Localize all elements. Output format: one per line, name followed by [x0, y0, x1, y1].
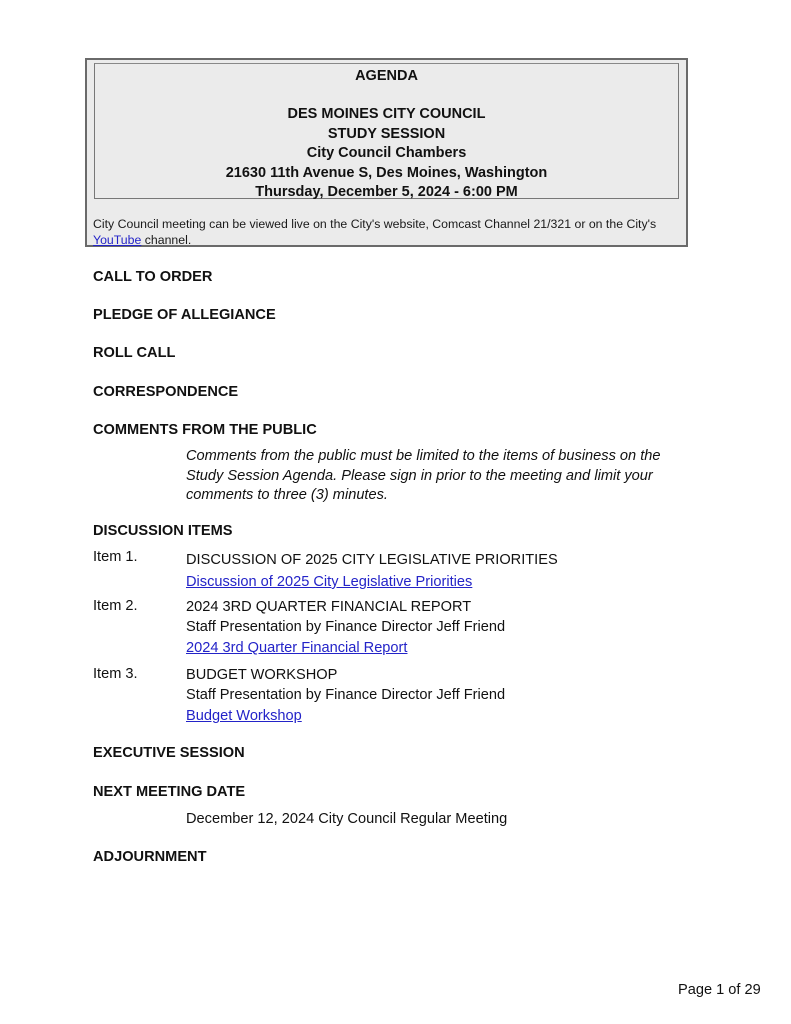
- item-2-link[interactable]: 2024 3rd Quarter Financial Report: [186, 640, 408, 656]
- session-type: STUDY SESSION: [327, 125, 446, 142]
- heading-call-to-order: CALL TO ORDER: [93, 269, 213, 285]
- heading-public-comments: COMMENTS FROM THE PUBLIC: [93, 422, 317, 438]
- item-3: [186, 666, 505, 727]
- address: 21630 11th Avenue S, Des Moines, Washington: [225, 164, 548, 181]
- public-comments-note: Comments from the public must be limited to the items of business on the Study Session Agenda. Please sign in prior to the meeting and limit your comments to three (3) minutes.: [186, 448, 661, 503]
- viewing-notice: City Council meeting can be viewed live on the City's website, Comcast Channel 21/321 or on the City's YouTube channel.: [93, 217, 657, 247]
- item-1-title: DISCUSSION OF 2025 CITY LEGISLATIVE PRIORITIES: [186, 552, 558, 568]
- heading-correspondence: CORRESPONDENCE: [93, 384, 239, 400]
- meeting-info-box: [94, 63, 679, 199]
- item-2-title: 2024 3RD QUARTER FINANCIAL REPORT: [186, 599, 472, 615]
- item-3-subtitle: Staff Presentation by Finance Director Jeff Friend: [186, 686, 506, 703]
- item-1-link[interactable]: Discussion of 2025 City Legislative Priorities: [186, 574, 473, 590]
- meeting-datetime: Thursday, December 5, 2024 - 6:00 PM: [255, 184, 518, 201]
- item-2-subtitle: Staff Presentation by Finance Director Jeff Friend: [186, 618, 506, 635]
- agenda-header-box: [85, 58, 688, 247]
- item-1-label: Item 1.: [93, 549, 138, 565]
- item-3-link[interactable]: Budget Workshop: [186, 708, 302, 724]
- item-2-label: Item 2.: [93, 598, 138, 614]
- council-name: DES MOINES CITY COUNCIL: [287, 106, 486, 123]
- item-1: [186, 549, 558, 593]
- item-2: [186, 598, 505, 659]
- heading-executive-session: EXECUTIVE SESSION: [93, 745, 245, 761]
- heading-adjournment: ADJOURNMENT: [93, 849, 207, 865]
- item-3-title: BUDGET WORKSHOP: [186, 667, 338, 683]
- heading-roll-call: ROLL CALL: [93, 345, 176, 361]
- agenda-title: AGENDA: [355, 68, 418, 84]
- youtube-link[interactable]: YouTube: [93, 232, 142, 247]
- venue: City Council Chambers: [306, 145, 467, 162]
- page-number: Page 1 of 29: [678, 982, 761, 998]
- next-meeting-value: December 12, 2024 City Council Regular Meeting: [186, 811, 508, 827]
- heading-discussion-items: DISCUSSION ITEMS: [93, 523, 233, 539]
- heading-next-meeting: NEXT MEETING DATE: [93, 784, 246, 800]
- heading-pledge: PLEDGE OF ALLEGIANCE: [93, 307, 276, 323]
- item-3-label: Item 3.: [93, 666, 138, 682]
